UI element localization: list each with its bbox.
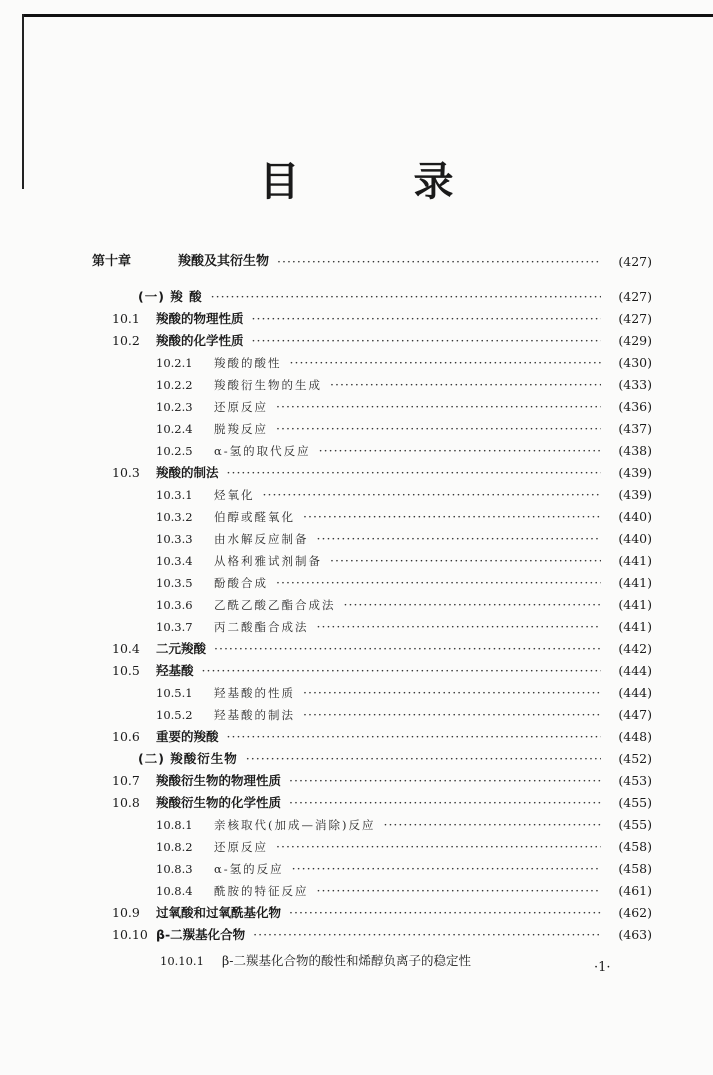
dot-leader xyxy=(253,924,601,946)
toc-entry-number: 10.3.7 xyxy=(156,620,193,634)
toc-entry-page: (441) xyxy=(604,550,652,572)
toc-entry-title: 从格利雅试剂制备 xyxy=(214,554,322,568)
toc-entry-title: β-二羰基化合物 xyxy=(156,927,246,942)
dot-leader xyxy=(227,462,601,484)
toc-entry-title: 丙二酸酯合成法 xyxy=(214,620,309,634)
toc-entry-page: (462) xyxy=(604,902,652,924)
toc-entry[interactable] xyxy=(0,550,713,572)
toc-entry[interactable] xyxy=(0,462,713,484)
toc-entry-number: 10.5 xyxy=(112,663,140,678)
dot-leader xyxy=(303,704,601,726)
toc-entry-title: 脱羧反应 xyxy=(214,422,268,436)
toc-entry-number: 10.2.3 xyxy=(156,400,193,414)
toc-entry-title: 二元羧酸 xyxy=(156,641,207,656)
toc-entry-number: 10.3.3 xyxy=(156,532,193,546)
toc-entry-title: 羧酸的制法 xyxy=(156,465,219,480)
toc-entry-title: 烃氧化 xyxy=(214,488,255,502)
toc-entry-title: 羧酸衍生物的物理性质 xyxy=(156,773,282,788)
toc-entry[interactable] xyxy=(0,726,713,748)
toc-entry[interactable] xyxy=(0,880,713,902)
dot-leader xyxy=(202,660,601,682)
toc-entry-number: 10.8.2 xyxy=(156,840,193,854)
dot-leader xyxy=(252,308,601,330)
toc-entry[interactable] xyxy=(0,440,713,462)
toc-entry-number: 10.5.2 xyxy=(156,708,193,722)
toc-entry-title: 酰胺的特征反应 xyxy=(214,884,309,898)
toc-entry-number: 10.2 xyxy=(112,333,140,348)
toc-entry-title: 羧酸及其衍生物 xyxy=(178,254,270,269)
dot-leader xyxy=(276,418,601,440)
toc-entry-title: 重要的羧酸 xyxy=(156,729,219,744)
dot-leader xyxy=(330,374,601,396)
toc-entry[interactable] xyxy=(0,572,713,594)
toc-entry-page: (436) xyxy=(604,396,652,418)
toc-entry-number: 10.2.4 xyxy=(156,422,193,436)
toc-entry[interactable] xyxy=(0,792,713,814)
toc-entry[interactable] xyxy=(0,506,713,528)
toc-entry-page: (441) xyxy=(604,572,652,594)
dot-leader xyxy=(211,286,601,308)
toc-entry-title: 由水解反应制备 xyxy=(214,532,309,546)
toc-entry-page: (442) xyxy=(604,638,652,660)
toc-entry-number: 第十章 xyxy=(92,254,132,269)
toc-entry-number: 10.2.2 xyxy=(156,378,193,392)
toc-entry[interactable] xyxy=(0,352,713,374)
toc-entry-page: (439) xyxy=(604,462,652,484)
toc-entry-page: (444) xyxy=(604,682,652,704)
toc-entry[interactable] xyxy=(0,902,713,924)
toc-entry-number: 10.8.1 xyxy=(156,818,193,832)
dot-leader xyxy=(252,330,601,352)
toc-entry-page: (429) xyxy=(604,330,652,352)
toc-entry-title: 羟基酸的性质 xyxy=(214,686,295,700)
toc-entry[interactable] xyxy=(0,594,713,616)
dot-leader xyxy=(290,352,602,374)
dot-leader xyxy=(383,814,601,836)
toc-entry-page: (430) xyxy=(604,352,652,374)
toc-entry-title: 羧酸衍生物的化学性质 xyxy=(156,795,282,810)
toc-entry-page: (440) xyxy=(604,528,652,550)
toc-entry-page: (440) xyxy=(604,506,652,528)
toc-entry-page: (441) xyxy=(604,616,652,638)
toc-entry-title: 还原反应 xyxy=(214,840,268,854)
toc-entry-number: 10.2.1 xyxy=(156,356,193,370)
toc-entry[interactable] xyxy=(0,682,713,704)
dot-leader xyxy=(303,506,601,528)
toc-entry[interactable] xyxy=(0,858,713,880)
toc-entry-title: 酚酸合成 xyxy=(214,576,268,590)
toc-entry-number: 10.3.2 xyxy=(156,510,193,524)
toc-entry-page: (453) xyxy=(604,770,652,792)
page-border-top xyxy=(22,14,713,17)
toc-entry-title: 还原反应 xyxy=(214,400,268,414)
dot-leader xyxy=(277,251,601,273)
page-number: ·1· xyxy=(594,960,611,975)
toc-entry-title: α-氢的反应 xyxy=(214,862,284,876)
toc-entry[interactable] xyxy=(0,308,713,330)
dot-leader xyxy=(289,770,601,792)
toc-entry-number: 10.5.1 xyxy=(156,686,193,700)
toc-entry-title: 羧酸的酸性 xyxy=(214,356,282,370)
toc-entry[interactable] xyxy=(0,484,713,506)
dot-leader xyxy=(303,682,601,704)
toc-entry-title: 羟基酸的制法 xyxy=(214,708,295,722)
dot-leader xyxy=(214,638,601,660)
toc-entry[interactable] xyxy=(0,638,713,660)
toc-entry[interactable] xyxy=(0,748,713,770)
toc-entry-number: 10.1 xyxy=(112,311,140,326)
toc-entry-number: 10.6 xyxy=(112,729,140,744)
toc-entry[interactable] xyxy=(0,374,713,396)
dot-leader xyxy=(276,572,601,594)
dot-leader xyxy=(317,616,602,638)
toc-entry-number: 10.3.1 xyxy=(156,488,193,502)
toc-entry-title: 亲核取代(加成—消除)反应 xyxy=(214,818,376,832)
toc-entry[interactable] xyxy=(0,330,713,352)
toc-entry[interactable] xyxy=(0,704,713,726)
toc-entry-page: (427) xyxy=(604,286,652,308)
toc-entry-title: 羟基酸 xyxy=(156,663,194,678)
toc-entry-number: 10.8.3 xyxy=(156,862,193,876)
toc-entry[interactable] xyxy=(0,770,713,792)
toc-entry-number: 10.3.4 xyxy=(156,554,193,568)
toc-entry-number: 10.10 xyxy=(112,927,148,942)
toc-entry-number: 10.2.5 xyxy=(156,444,193,458)
toc-entry-number: 10.9 xyxy=(112,905,140,920)
toc-entry-title: 羧酸衍生物的生成 xyxy=(214,378,322,392)
dot-leader xyxy=(330,550,601,572)
toc-entry-number: 10.3 xyxy=(112,465,140,480)
toc-entry[interactable] xyxy=(0,836,713,858)
toc-entry-title: α-氢的取代反应 xyxy=(214,444,311,458)
toc-entry-page: (427) xyxy=(604,308,652,330)
dot-leader xyxy=(292,858,601,880)
toc-entry-number: 10.4 xyxy=(112,641,140,656)
toc-entry-number: 10.7 xyxy=(112,773,140,788)
toc-entry-number: 10.10.1 xyxy=(160,954,204,968)
dot-leader xyxy=(276,836,601,858)
toc-entry-page: (458) xyxy=(604,836,652,858)
toc-entry-page: (458) xyxy=(604,858,652,880)
toc-entry-number: 10.8.4 xyxy=(156,884,193,898)
toc-entry-page: (437) xyxy=(604,418,652,440)
toc-entry-page: (448) xyxy=(604,726,652,748)
toc-entry[interactable] xyxy=(0,616,713,638)
toc-entry[interactable] xyxy=(0,814,713,836)
dot-leader xyxy=(317,880,602,902)
toc-entry[interactable] xyxy=(0,924,713,946)
dot-leader xyxy=(289,902,601,924)
dot-leader xyxy=(319,440,601,462)
toc-entry-page: (455) xyxy=(604,814,652,836)
toc-entry-page: (433) xyxy=(604,374,652,396)
toc-entry-number: 10.3.6 xyxy=(156,598,193,612)
toc-entry-page: (463) xyxy=(604,924,652,946)
toc-entry[interactable] xyxy=(0,660,713,682)
toc-entry-title: 羧酸的化学性质 xyxy=(156,333,244,348)
dot-leader xyxy=(344,594,602,616)
toc-entry-page: (461) xyxy=(604,880,652,902)
toc-entry-page: (439) xyxy=(604,484,652,506)
toc-entry-title: (一) 羧 酸 xyxy=(138,289,203,304)
dot-leader xyxy=(246,748,601,770)
toc-entry[interactable] xyxy=(0,528,713,550)
toc-entry-title: (二) 羧酸衍生物 xyxy=(138,751,238,766)
toc-entry-page: (447) xyxy=(604,704,652,726)
dot-leader xyxy=(227,726,601,748)
toc-entry-page: (455) xyxy=(604,792,652,814)
toc-entry-page: (438) xyxy=(604,440,652,462)
dot-leader xyxy=(263,484,602,506)
toc-entry-title: 乙酰乙酸乙酯合成法 xyxy=(214,598,336,612)
toc-entry-title: 过氧酸和过氧酰基化物 xyxy=(156,905,282,920)
toc-entry-page: (444) xyxy=(604,660,652,682)
dot-leader xyxy=(289,792,601,814)
toc-entry-page: (452) xyxy=(604,748,652,770)
toc-entry-number: 10.3.5 xyxy=(156,576,193,590)
toc-entry[interactable] xyxy=(0,396,713,418)
toc-entry-page: (441) xyxy=(604,594,652,616)
dot-leader xyxy=(276,396,601,418)
toc-entry[interactable] xyxy=(0,286,713,308)
toc-entry[interactable] xyxy=(0,251,713,273)
dot-leader xyxy=(317,528,602,550)
page-title: 目 录 xyxy=(259,159,504,205)
toc-entry-title: 羧酸的物理性质 xyxy=(156,311,244,326)
toc-entry-title: β-二羰基化合物的酸性和烯醇负离子的稳定性 xyxy=(222,953,471,968)
toc-entry[interactable] xyxy=(0,418,713,440)
toc-entry-page: (427) xyxy=(604,251,652,273)
toc-entry-title: 伯醇或醛氧化 xyxy=(214,510,295,524)
toc-entry-number: 10.8 xyxy=(112,795,140,810)
